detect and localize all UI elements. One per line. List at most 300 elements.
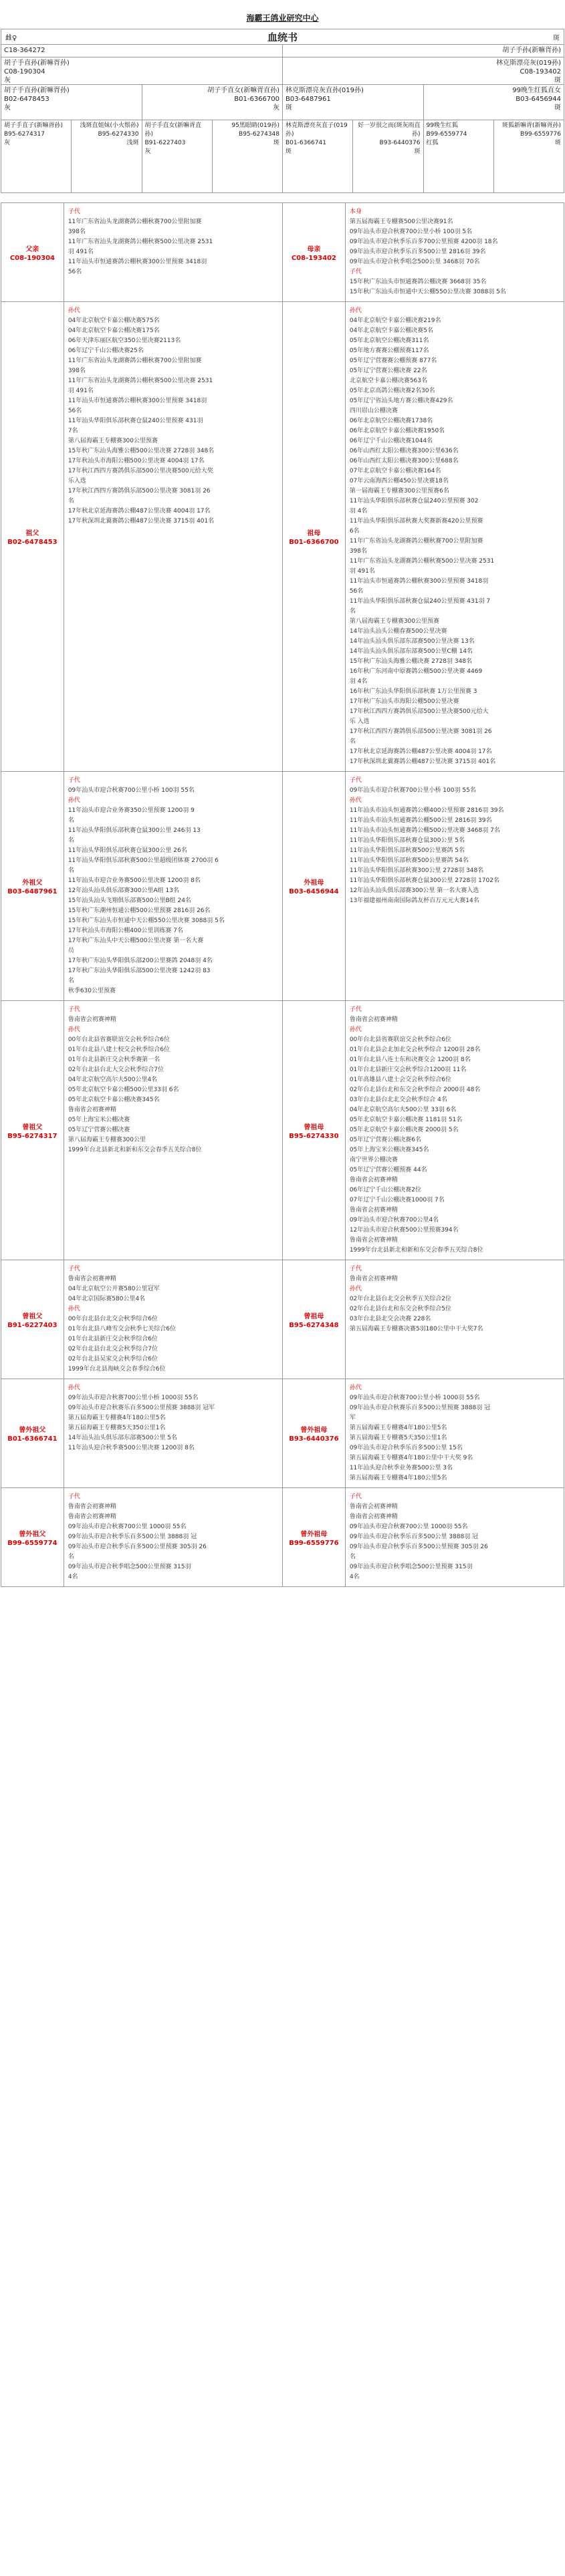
gp-color: 灰 xyxy=(4,104,11,112)
ancestor-ring: B99-6559774 xyxy=(7,1539,58,1547)
record-line: 11年汕头迎合秋季业务赛500公里 3名 xyxy=(349,1465,453,1471)
record-line: 04年北京国际赛580公里4名 xyxy=(68,1296,146,1302)
record-line: 04年北京航空卡嘉公棚决赛175名 xyxy=(68,327,160,334)
ancestor-label xyxy=(1,1260,64,1379)
record-line: 09年汕头市迎合秋季乐百多500公里 3888羽 冠 xyxy=(349,1534,479,1540)
ggp-color: 斑 xyxy=(286,148,292,155)
record-line: 01年台北县会北加北交会秋季综合 1200羽 28名 xyxy=(349,1046,481,1053)
record-line: 01年台北县新庄交会秋季赛第一名 xyxy=(68,1056,160,1063)
record-line: 11年汕头市迎合业务赛500公里决赛 1200羽 8名 xyxy=(68,877,201,884)
sire-ring: C08-190304 xyxy=(4,68,45,76)
record-line: 14年汕头汕头俱乐部东部赛500公里C棚 14名 xyxy=(349,648,473,655)
record-line: 11年汕头华阳俱乐部秋赛大奖赛新赛420公里预赛 xyxy=(349,518,483,525)
record-line: 09年汕头市迎合秋季唱念500公里 3468羽 70名 xyxy=(349,259,480,265)
record-line: 01年台北县八建士校交会秋季综合6位 xyxy=(68,1046,170,1053)
record-line: 11年汕头华阳俱乐部秋赛仓鼠240公里预赛 431羽 7 xyxy=(349,598,491,605)
record-line: 11年汕头市恒通赛鸽公棚秋赛300公里预赛 3418羽 xyxy=(68,259,207,265)
record-line: 15年秋广东潮州恒通公棚500公里预赛 2816羽 26名 xyxy=(68,907,211,914)
record-line: 4名 xyxy=(349,1574,360,1580)
record-line: 鲁南省会初赛神精 xyxy=(68,1276,116,1282)
record-line: 名 xyxy=(68,867,74,874)
ggp-cell-2 xyxy=(142,120,213,192)
record-line: 00年台北县省赛联谊交会秋季综合6位 xyxy=(349,1036,451,1043)
ancestor-label xyxy=(283,1001,346,1260)
ggp-name: 斑狐新嘛胥(新嘛胥孙) xyxy=(501,122,561,129)
record-line: 15年秋广东汕头海雅公棚决赛 2728羽 348名 xyxy=(349,658,473,665)
ancestor-record-list xyxy=(64,1488,283,1586)
record-section-label: 孙代 xyxy=(68,1026,80,1033)
ggp-color: 斑 xyxy=(414,148,421,155)
record-section-label: 孙代 xyxy=(68,307,80,314)
dam-cell xyxy=(283,57,564,84)
record-line: 12年汕头市迎合秋赛500公里预赛394名 xyxy=(349,1227,459,1234)
sire-color: 灰 xyxy=(4,77,11,84)
record-line: 09年汕头市迎合秋赛700公里小桥 1000羽 55名 xyxy=(68,1395,199,1401)
ggp-name: 浅斑直姐妹(小火鬃孙) xyxy=(80,122,139,129)
sire-name: 胡子手直孙(新嘛胥孙) xyxy=(4,59,70,67)
ancestor-ring: B95-6274348 xyxy=(289,1321,339,1329)
grandparents-row xyxy=(1,85,564,120)
record-line: 01年高雄县八建士会交会秋季综合6位 xyxy=(349,1077,451,1083)
record-line: 05年北京航空卡嘉公棚决赛 1181羽 51名 xyxy=(349,1117,463,1123)
sire-cell xyxy=(1,57,283,84)
pigeon-row xyxy=(1,45,564,57)
record-line: 军 xyxy=(349,1415,356,1421)
ancestor-ring: B01-6366700 xyxy=(289,539,339,546)
record-section-label: 孙代 xyxy=(349,797,362,804)
gp-cell-3 xyxy=(424,85,564,120)
gp-ring: B03-6487961 xyxy=(286,96,331,103)
gp-name: 99晚生红狐直女 xyxy=(512,87,561,94)
record-line: 11年汕头华阳俱乐部秋赛500公里超级团体赛 2700羽 6 xyxy=(68,857,219,864)
ggp-name: 95黑眼睛(019孙) xyxy=(231,122,279,129)
record-line: 17年秋北京延海赛鸽公棚487公里决赛 4004羽 17名 xyxy=(349,748,492,755)
ggp-ring: B91-6227403 xyxy=(144,140,186,146)
gp-cell-0 xyxy=(1,85,142,120)
record-line: 05年北京航空卡嘉公棚决赛345名 xyxy=(68,1097,160,1103)
record-line: 4名 xyxy=(68,1574,78,1580)
gp-ring: B01-6366700 xyxy=(234,96,279,103)
ancestor-ring: B91-6227403 xyxy=(7,1321,58,1329)
ancestor-ring: B93-6440376 xyxy=(289,1435,339,1443)
gp-color: 斑 xyxy=(554,104,561,112)
record-line: 03年台北县北交会决赛 228名 xyxy=(349,1316,431,1322)
record-line: 11年汕头华阳俱乐部秋赛仓鼠300公里 2728羽 1702名 xyxy=(349,877,499,884)
record-line: 09年汕头市迎合秋赛700公里小桥 1000羽 55名 xyxy=(349,1395,480,1401)
ancestor-label xyxy=(1,1001,64,1260)
record-line: 02年台北县台北大交会秋季综合7位 xyxy=(68,1066,164,1073)
record-line: 17年秋江西四方赛鸽俱乐部500公里决赛 3081羽 26 xyxy=(68,488,211,494)
gp-cell-2 xyxy=(283,85,424,120)
record-line: 13年福建福州南南国际鸽友杯百万元元大赛14名 xyxy=(349,897,479,904)
record-section-label: 孙代 xyxy=(349,1385,362,1391)
record-line: 05年北京航空卡嘉公棚决赛 2000羽 5名 xyxy=(349,1127,459,1133)
record-line: 11年汕头华阳俱乐部秋赛300公里 2728羽 348名 xyxy=(349,867,484,874)
ggp-color: 浅斑 xyxy=(126,140,139,146)
ggp-ring: B01-6366741 xyxy=(286,140,326,146)
record-line: 第五届海霸王专棚赛4年180公里中干大奖 9名 xyxy=(349,1455,473,1461)
record-line: 第五届海霸王专棚赛4年180公里5名 xyxy=(349,1475,447,1481)
record-line: 羽 4名 xyxy=(349,678,368,685)
ancestor-label xyxy=(283,1488,346,1586)
record-line: 01年台北县八连士东和决赛交会 1200羽 8名 xyxy=(349,1056,471,1063)
record-line: 11年汕头市汕头恒通赛鸽公棚400公里预赛 2816羽 39名 xyxy=(349,807,504,814)
ancestor-label xyxy=(1,772,64,1000)
record-line: 09年汕头市迎合秋赛700公里 1000羽 55名 xyxy=(349,1524,468,1530)
record-line: 09年汕头市迎合秋季乐百多500公里预赛 305羽 26 xyxy=(349,1544,488,1550)
ggp-ring: B95-6274317 xyxy=(4,131,45,138)
record-line: 05年北京航空公棚决赛311名 xyxy=(349,337,429,344)
record-line: 09年汕头市迎合秋季乐百多500公里 2816羽 39名 xyxy=(349,249,486,255)
record-line: 398名 xyxy=(68,229,86,235)
record-line: 第五届海霸王专棚赛4年180公里5名 xyxy=(68,1415,166,1421)
ancestor-label xyxy=(283,203,346,301)
record-line: 02年台北县台北交会秋季综合7位 xyxy=(68,1346,158,1352)
ggp-name: 胡子手直女(新嘛胥直孙) xyxy=(144,122,202,138)
record-line: 12年汕头汕头俱乐部赛300公里 第一名大赛入选 xyxy=(349,887,479,894)
ancestor-ring: B01-6366741 xyxy=(7,1435,58,1443)
ancestor-record-list xyxy=(346,1001,564,1260)
ancestor-label xyxy=(283,302,346,771)
record-line: 第一届海霸王专棚赛300公里预赛6名 xyxy=(349,488,449,494)
record-line: 04年北京航空卡嘉公棚决赛5名 xyxy=(349,327,433,334)
record-line: 鲁南省会初赛神精 xyxy=(349,1514,398,1520)
record-line: 05年上海宝米公棚决赛 xyxy=(68,1117,130,1123)
ancestor-label xyxy=(1,203,64,301)
record-section-label: 孙代 xyxy=(68,1306,80,1312)
ancestor-row xyxy=(1,772,564,1001)
record-line: 乐入选 xyxy=(68,478,86,484)
record-line: 05年上海宝米公棚决赛345名 xyxy=(349,1147,429,1153)
record-section-label: 本身 xyxy=(349,208,362,215)
record-line: 鲁南省会初赛神精 xyxy=(349,1504,398,1510)
record-line: 11年汕头市汕头恒通赛鸽公棚500公里 2816羽 39名 xyxy=(349,817,492,824)
record-line: 04年北京航空卡嘉公棚决赛219名 xyxy=(349,317,441,324)
record-line: 05年辽宁营赛公棚决赛6名 xyxy=(349,1137,421,1143)
record-line: 11年广东省汕头龙湖赛鸽公棚秋赛700公里附加赛 xyxy=(68,219,202,225)
record-line: 6名 xyxy=(349,528,360,535)
record-line: 17年秋汕头市海阳公棚500公里决赛 4004羽 17名 xyxy=(68,458,205,464)
ggp-name: 林克斯漂亮灰直子(019孙) xyxy=(286,122,348,138)
ggp-cell-5 xyxy=(353,120,423,192)
gp-name: 胡子手直女(新嘛胥直孙) xyxy=(207,87,279,94)
record-line: 05年辽宁营赛公棚决赛 22名 xyxy=(349,368,427,374)
record-line: 17年秋汕头市海阳公棚400公里训练赛 7名 xyxy=(68,927,184,934)
record-section-label: 子代 xyxy=(349,1493,362,1500)
record-line: 06年辽宁千山公棚决赛25名 xyxy=(68,347,144,354)
record-line: 名 xyxy=(68,498,74,505)
record-line: 09年汕头市迎合秋季唱念500公里预赛 315羽 xyxy=(349,1564,473,1570)
dam-color: 斑 xyxy=(554,77,561,84)
ggp-cell-0 xyxy=(1,120,72,192)
ggp-color: 斑 xyxy=(554,140,561,146)
record-line: 06年辽宁千山公棚决赛2位 xyxy=(349,1187,421,1193)
ggp-cell-1 xyxy=(72,120,142,192)
record-line: 04年北京航空高尔夫500公里 33羽 6名 xyxy=(349,1107,457,1113)
ancestor-records xyxy=(1,202,564,1587)
record-line: 09年汕头市迎合秋赛700公里 1000羽 55名 xyxy=(68,1524,187,1530)
record-line: 第五届海霸王专棚赛5天350公里1名 xyxy=(349,1435,447,1441)
ancestor-role: 外祖父 xyxy=(22,879,43,887)
record-line: 11年汕头华阳俱乐部秋赛仓鼠240公里预赛 431羽 xyxy=(68,418,203,424)
record-line: 鲁南省会初赛神精 xyxy=(349,1237,398,1244)
record-line: 06年天津东丽区航空350公里决赛2113名 xyxy=(68,337,181,344)
ggp-name: 99晚生红狐 xyxy=(426,122,458,129)
ancestor-role: 曾祖母 xyxy=(304,1312,324,1320)
ancestor-role: 祖母 xyxy=(307,530,321,537)
great-grandparents-row xyxy=(1,120,564,193)
record-line: 1999年台北县新北和新和东交会春季五关综合8位 xyxy=(68,1147,202,1153)
record-line: 鲁南省会初赛神精 xyxy=(68,1504,116,1510)
record-line: 01年台北县八峰雪交会秋季七关综合6位 xyxy=(68,1326,176,1332)
record-line: 17年秋北京延海赛鸽公棚487公里决赛 4004羽 17名 xyxy=(68,508,211,515)
ancestor-record-list xyxy=(64,1379,283,1487)
record-line: 第八届海霸王专棚赛300公里预赛 xyxy=(68,438,158,444)
ancestor-role: 曾外祖母 xyxy=(300,1530,328,1538)
record-line: 羽 491名 xyxy=(349,568,375,575)
record-line: 398名 xyxy=(68,368,86,374)
sex-label: 雌♀ xyxy=(5,34,17,42)
ancestor-role: 曾外祖母 xyxy=(300,1427,328,1434)
gp-ring: B03-6456944 xyxy=(516,96,561,103)
record-line: 06年山西红太阳公棚决赛300公里636名 xyxy=(349,448,459,454)
ancestor-row xyxy=(1,1001,564,1260)
record-line: 15年秋广东汕头市恒通中天公棚550公里决赛 3088羽 5名 xyxy=(349,289,506,295)
pedigree-page xyxy=(1,0,564,1614)
ancestor-role: 曾外祖父 xyxy=(19,1530,46,1538)
record-line: 03年台北县台北北交会秋季综合 4名 xyxy=(349,1097,447,1103)
record-section-label: 子代 xyxy=(68,1493,80,1500)
record-line: 11年广东省汕头龙湖赛鸽公棚秋赛500公里决赛 2531 xyxy=(68,239,213,245)
record-line: 16年秋广东河南中原赛鸽公棚500公里决赛 4469 xyxy=(349,668,483,675)
record-section-label: 子代 xyxy=(349,1266,362,1272)
ancestor-ring: B02-6478453 xyxy=(7,539,58,546)
ancestor-record-list xyxy=(346,772,564,1000)
record-line: 四川眉山公棚决赛 xyxy=(349,408,398,414)
record-line: 鲁南省会初赛神精 xyxy=(349,1276,398,1282)
record-line: 第五届海霸王专棚赛4年180公里5名 xyxy=(349,1425,447,1431)
record-line: 09年汕头市迎合秋季乐百多500公里 3888羽 冠 xyxy=(68,1534,197,1540)
org-title: 海霸王鸽业研究中心 xyxy=(246,13,319,23)
record-line: 09年汕头市迎合秋赛乐百多500公里预赛 3888羽 冠 xyxy=(349,1405,491,1411)
record-line: 17年秋江西四方赛鸽俱乐部500公里决赛500元给大 xyxy=(349,708,489,715)
record-line: 00年台北县省赛联谊交会秋季综合6位 xyxy=(68,1036,170,1043)
record-line: 11年汕头市迎合业务赛350公里预赛 1200羽 9 xyxy=(68,807,195,814)
record-line: 14年汕头汕头俱乐部东部赛500公里 5名 xyxy=(68,1435,178,1441)
record-line: 56名 xyxy=(68,269,82,275)
record-line: 09年汕头市迎合秋赛700公里小桥 100羽 55名 xyxy=(349,787,476,794)
record-line: 南宁世界公棚决赛 xyxy=(349,1157,398,1163)
record-line: 17年秋广东汕头华阳俱乐部200公里赛鸽 2048羽 4名 xyxy=(68,958,213,964)
record-line: 第五届海霸王专棚赛5天350公里1名 xyxy=(68,1425,166,1431)
record-line: 名 xyxy=(68,817,74,824)
dam-ring: C08-193402 xyxy=(520,68,561,76)
record-line: 17年秋广东汕头中天公棚500公里决赛 第一名大赛 xyxy=(68,938,204,944)
record-line: 名 xyxy=(68,837,74,844)
record-line: 09年汕头市迎合秋赛700公里4名 xyxy=(349,1217,439,1224)
ancestor-ring: B95-6274330 xyxy=(289,1132,339,1140)
record-line: 56名 xyxy=(349,588,364,595)
record-line: 第五届海霸王专棚赛决赛5羽180公里中干大奖7名 xyxy=(349,1326,483,1332)
record-line: 名 xyxy=(68,978,74,984)
gp-color: 灰 xyxy=(273,104,279,112)
gp-name: 胡子手直孙(新嘛胥孙) xyxy=(4,87,70,94)
record-section-label: 子代 xyxy=(68,1266,80,1272)
record-line: 7名 xyxy=(68,428,78,434)
ggp-ring: B99-6559776 xyxy=(520,131,561,138)
record-line: 鲁南省会初赛神精 xyxy=(349,1016,398,1023)
ggp-color: 红狐 xyxy=(426,140,439,146)
record-line: 名 xyxy=(349,1554,356,1560)
record-line: 15年秋广东汕头海雅公棚500公里决赛 2728羽 348名 xyxy=(68,448,215,454)
record-line: 15年秋广东汕头市恒通中天公棚550公里决赛 3088羽 5名 xyxy=(68,917,225,924)
dam-name: 林克斯漂亮灰(019孙) xyxy=(496,59,561,67)
record-line: 1999年台北县新北和新和东交会春季五关综合8位 xyxy=(349,1247,483,1254)
ggp-color: 斑 xyxy=(273,140,279,146)
record-line: 01年台北县新庄交会秋季综合1200羽 11名 xyxy=(349,1066,467,1073)
record-line: 15年汕头汕头飞翔俱乐部赛500公里B组 24名 xyxy=(68,897,191,904)
record-line: 17年秋深圳北翼赛鸽公棚487公里决赛 3715羽 401名 xyxy=(349,758,496,765)
record-section-label: 孙代 xyxy=(349,1026,362,1033)
title-row xyxy=(1,29,564,45)
ancestor-record-list xyxy=(64,1260,283,1379)
record-line: 17年秋深圳北翼赛鸽公棚487公里决赛 3715羽 401名 xyxy=(68,518,215,525)
ggp-name: 好一岁很之而(斑灰雨直孙) xyxy=(357,122,421,138)
record-line: 14年汕头汕头公棚春赛500公里决赛 xyxy=(349,628,447,635)
record-line: 第八届海霸王专棚赛300公里预赛 xyxy=(349,618,439,625)
record-line: 11年汕头市恒通赛鸽公棚秋赛300公里预赛 3418羽 xyxy=(68,398,207,404)
gp-cell-1 xyxy=(142,85,284,120)
record-line: 09年汕头市迎合秋赛700公里小桥 100羽 55名 xyxy=(68,787,195,794)
record-line: 56名 xyxy=(68,408,82,414)
record-line: 11年汕头华阳俱乐部秋赛仓鼠300公里 246羽 13 xyxy=(68,827,201,834)
record-line: 02年台北县台北和东交会秋季综合5位 xyxy=(349,1306,451,1312)
ancestor-role: 祖父 xyxy=(25,530,39,537)
ancestor-row xyxy=(1,1260,564,1379)
record-line: 06年辽宁千山公棚决赛1044名 xyxy=(349,438,433,444)
record-line: 05年北京航空卡嘉公棚500公里33羽 6名 xyxy=(68,1087,179,1093)
record-line: 1999年台北县海峡交会春季综合6位 xyxy=(68,1366,166,1373)
pigeon-name: 胡子手孙(新嘛胥孙) xyxy=(502,47,561,54)
record-line: 09年汕头市迎合秋季唱念500公里预赛 315羽 xyxy=(68,1564,191,1570)
ancestor-record-list xyxy=(64,1001,283,1260)
ggp-ring: B99-6559774 xyxy=(426,131,467,138)
record-section-label: 子代 xyxy=(349,777,362,784)
pedigree-header xyxy=(1,29,564,193)
record-line: 06年山西红太阳公棚决赛300公里688名 xyxy=(349,458,459,464)
ggp-ring: B95-6274330 xyxy=(98,131,139,138)
record-line: 鲁南省会初赛神精 xyxy=(68,1107,116,1113)
doc-title: 血统书 xyxy=(267,31,298,43)
record-line: 名 xyxy=(68,1554,74,1560)
record-line: 04年北京航空卡嘉公棚决赛575名 xyxy=(68,317,160,324)
record-line: 羽 491名 xyxy=(68,249,94,255)
record-line: 名 xyxy=(349,608,356,615)
record-line: 07年北京航空卡嘉公棚决赛164名 xyxy=(349,468,441,474)
record-line: 11年汕头迎合秋季赛500公里决赛 1200羽 8名 xyxy=(68,1445,195,1451)
pigeon-ring: C18-364272 xyxy=(1,45,283,57)
record-line: 鲁南省会初赛神精 xyxy=(349,1177,398,1183)
record-line: 11年汕头华阳俱乐部秋赛500公里赛鸽 5名 xyxy=(349,847,465,854)
record-line: 05年辽宁省汕头地方赛公棚决赛429名 xyxy=(349,398,453,404)
record-line: 秋季630公里预赛 xyxy=(68,988,116,994)
ancestor-role: 曾祖父 xyxy=(22,1312,43,1320)
record-line: 01年台北县新庄交会秋季综合6位 xyxy=(68,1336,158,1342)
ggp-ring: B93-6440376 xyxy=(379,140,421,146)
record-line: 羽 491名 xyxy=(68,388,94,394)
ancestor-label xyxy=(283,772,346,1000)
record-line: 06年北京航空卡嘉公棚决赛1950名 xyxy=(349,428,445,434)
record-line: 鲁南省会初赛神精 xyxy=(68,1016,116,1023)
ancestor-record-list xyxy=(346,302,564,771)
ancestor-label xyxy=(1,302,64,771)
record-line: 11年汕头华阳俱乐部秋赛仓鼠240公里预赛 302 xyxy=(349,498,479,505)
record-line: 北京航空卡嘉公棚决赛563名 xyxy=(349,378,427,384)
record-line: 02年台北县吴家交会秋季综合6位 xyxy=(68,1356,158,1363)
gp-color: 斑 xyxy=(286,104,292,112)
record-line: 09年汕头市迎合秋季乐百多500公里预赛 305羽 26 xyxy=(68,1544,207,1550)
ancestor-role: 曾祖父 xyxy=(22,1123,43,1131)
ggp-cell-4 xyxy=(283,120,353,192)
record-section-label: 孙代 xyxy=(349,1286,362,1292)
record-line: 07年辽宁千山公棚决赛1000羽 7名 xyxy=(349,1197,445,1203)
record-line: 鲁南省会初赛神精 xyxy=(349,1207,398,1213)
ggp-color: 灰 xyxy=(144,148,151,155)
color-label: 斑 xyxy=(553,34,560,42)
ancestor-record-list xyxy=(64,203,283,301)
gp-name: 林克斯漂亮灰直孙(019孙) xyxy=(286,87,364,94)
record-line: 员 xyxy=(68,948,74,954)
record-section-label: 子代 xyxy=(68,777,80,784)
ggp-cell-6 xyxy=(424,120,494,192)
record-line: 16年秋广东汕头华阳俱乐部秋赛 1万公里预赛 3 xyxy=(349,688,477,695)
ancestor-ring: B03-6456944 xyxy=(289,888,339,895)
record-line: 11年汕头市恒通赛鸽公棚秋赛300公里预赛 3418羽 xyxy=(349,578,489,585)
ancestor-ring: B03-6487961 xyxy=(7,888,58,895)
record-line: 05年辽宁营赛公棚决赛 xyxy=(68,1127,130,1133)
record-line: 11年广东省汕头龙湖赛鸽公棚秋赛500公里决赛 2531 xyxy=(68,378,213,384)
record-line: 17年秋广东汕头市海阳公棚500公里决赛 xyxy=(349,698,459,705)
record-section-label: 孙代 xyxy=(349,307,362,314)
record-line: 05年北京高鸽公棚决赛2名30名 xyxy=(349,388,435,394)
ggp-color: 灰 xyxy=(4,140,11,146)
record-line: 第五届海霸王专棚赛500公里决赛91名 xyxy=(349,219,453,225)
ancestor-row xyxy=(1,1379,564,1488)
record-line: 鲁南省会初赛神精 xyxy=(68,1514,116,1520)
record-line: 00年台北县台北交会秋季综合6位 xyxy=(68,1316,158,1322)
record-line: 17年秋江西四方赛鸽俱乐部500公里决赛500元给大奖 xyxy=(68,468,213,474)
record-line: 14年汕头汕头俱乐部东部赛500公里决赛 13名 xyxy=(349,638,475,645)
record-line: 04年北京航空高尔夫500公里4名 xyxy=(68,1077,158,1083)
ancestor-label xyxy=(283,1379,346,1487)
record-line: 05年地方赛赛公棚预赛117名 xyxy=(349,347,429,354)
parents-row xyxy=(1,57,564,85)
record-line: 15年秋广东汕头市恒通赛鸽公棚决赛 3668羽 35名 xyxy=(349,279,487,285)
record-section-label: 子代 xyxy=(68,208,80,215)
record-line: 11年汕头华阳俱乐部秋赛500公里赛鸽 54名 xyxy=(349,857,469,864)
ancestor-role: 曾祖母 xyxy=(304,1123,324,1131)
ggp-cell-7 xyxy=(494,120,564,192)
record-line: 02年台北县台北和东交会秋季综合 2000羽 48名 xyxy=(349,1087,481,1093)
record-line: 11年汕头华阳俱乐部秋赛仓鼠300公里 26名 xyxy=(68,847,187,854)
ancestor-label xyxy=(283,1260,346,1379)
ancestor-label xyxy=(1,1488,64,1586)
ancestor-ring: C08-190304 xyxy=(9,254,55,262)
ancestor-row xyxy=(1,302,564,772)
ggp-cell-3 xyxy=(213,120,283,192)
record-line: 09年汕头市迎合秋赛乐百多500公里预赛 3888羽 冠军 xyxy=(68,1405,215,1411)
record-section-label: 孙代 xyxy=(68,797,80,804)
